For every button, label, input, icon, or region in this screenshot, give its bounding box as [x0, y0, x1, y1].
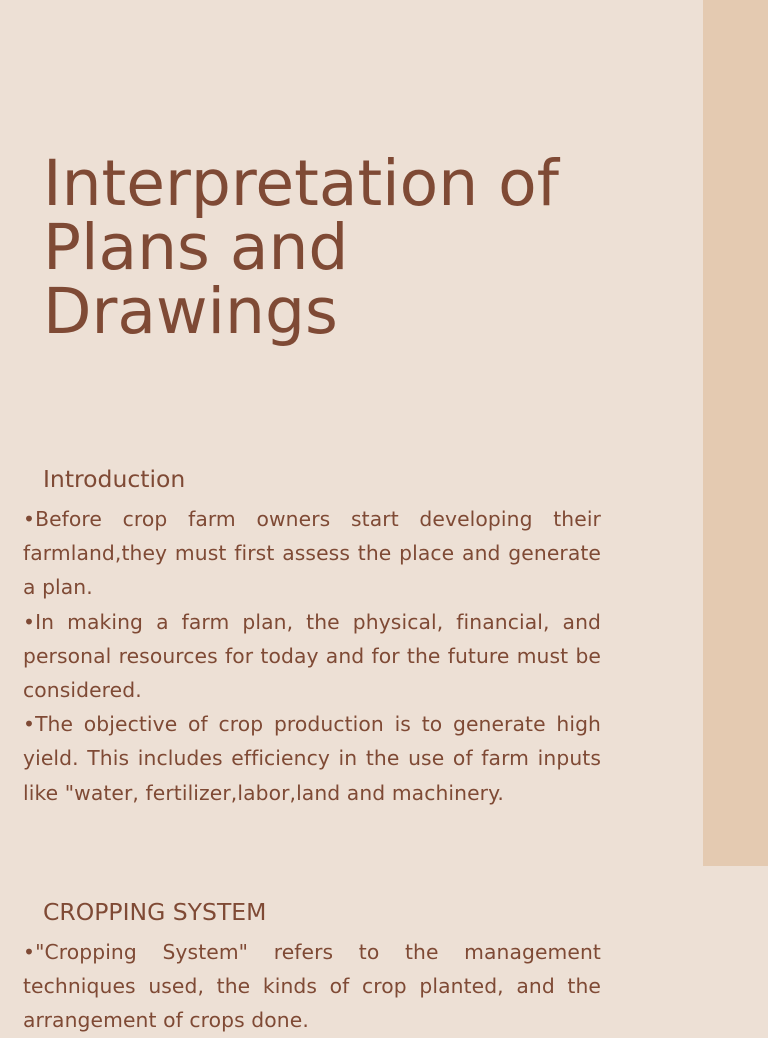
section-heading-cropping-system: CROPPING SYSTEM: [43, 898, 267, 926]
page-title: [43, 147, 663, 348]
bullet-item: •Before crop farm owners start developing their farmland,they must first assess the place and generate a plan.: [23, 507, 601, 600]
bullet-item: •In making a farm plan, the physical, financial, and personal resources for today and for the future must be considered.: [23, 609, 601, 703]
cropping-system-bullet-list: [23, 935, 601, 1038]
decorative-side-band: [703, 0, 768, 866]
title-line: Drawings: [43, 275, 338, 348]
title-line: Interpretation of: [43, 147, 559, 220]
title-line: Plans and: [43, 211, 349, 284]
introduction-bullet-list: [23, 502, 601, 810]
section-heading-introduction: Introduction: [43, 465, 186, 493]
bullet-item: •"Cropping System" refers to the management techniques used, the kinds of crop planted, and the arrangement of crops done.: [23, 940, 601, 1033]
bullet-item: •The objective of crop production is to generate high yield. This includes efficiency in the use of farm inputs like "water, fertilizer,labor,land and machinery.: [23, 712, 601, 805]
